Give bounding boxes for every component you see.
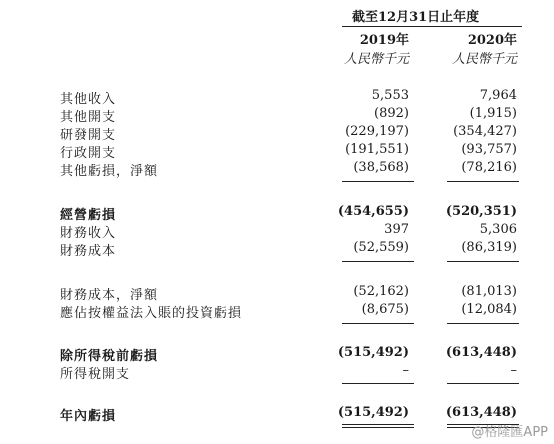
unit-2019: 人民幣千元 [343,52,409,67]
row-label-operating-loss: 經營虧損 [60,208,117,223]
value-2019: 397 [384,222,409,237]
subtotal-line-2020 [447,181,519,182]
value-2019: (38,568) [353,160,409,175]
value-2019: (191,551) [345,142,409,157]
value-2019: (229,197) [345,124,409,139]
row-label: 其他開支 [60,110,117,125]
value-2020: 7,964 [479,88,517,103]
value-2019: (52,559) [353,240,409,255]
subtotal-line-2020 [447,383,519,384]
subtotal-line-2019 [342,181,414,182]
unit-2020: 人民幣千元 [451,52,517,67]
row-label-loss-before-tax: 除所得稅前虧損 [60,349,159,364]
value-2020: 5,306 [479,222,517,237]
row-label-loss-for-year: 年內虧損 [60,409,117,424]
value-2020: – [510,363,517,378]
subtotal-line-2019 [342,383,414,384]
row-label: 財務成本 [60,244,117,259]
subtotal-line-2019 [342,261,414,262]
value-2020: (520,351) [445,204,517,219]
row-label: 研發開支 [60,128,117,143]
value-2019: (454,655) [337,204,409,219]
row-label: 財務收入 [60,226,117,241]
total-line-2019-bottom [342,427,414,428]
year-2019-header: 2019年 [359,33,409,48]
value-2019: (892) [374,106,409,121]
row-label: 應佔按權益法入賬的投資虧損 [60,306,243,321]
value-2020: (12,084) [461,302,517,317]
value-2020: (81,013) [461,284,517,299]
value-2019: – [402,363,409,378]
value-2020: (93,757) [461,142,517,157]
value-2020: (1,915) [469,106,517,121]
watermark: @格隆匯APP [471,425,548,440]
value-2020: (354,427) [453,124,517,139]
period-header: 截至12月31日止年度 [352,10,480,25]
row-label: 其他虧損，淨額 [60,164,159,179]
value-2020: (613,448) [445,405,517,420]
value-2020: (86,319) [461,240,517,255]
value-2020: (78,216) [461,160,517,175]
total-line-2019-top [342,424,414,425]
value-2019: (515,492) [337,345,409,360]
row-label: 行政開支 [60,146,117,161]
row-label: 所得稅開支 [60,367,131,382]
value-2020: (613,448) [445,345,517,360]
subtotal-line-2020 [447,323,519,324]
period-underline [342,26,522,27]
year-2020-header: 2020年 [467,33,517,48]
subtotal-line-2020 [447,261,519,262]
value-2019: (515,492) [337,405,409,420]
row-label: 其他收入 [60,92,117,107]
value-2019: (8,675) [361,302,409,317]
value-2019: (52,162) [353,284,409,299]
subtotal-line-2019 [342,323,414,324]
value-2019: 5,553 [371,88,409,103]
row-label: 財務成本，淨額 [60,288,159,303]
